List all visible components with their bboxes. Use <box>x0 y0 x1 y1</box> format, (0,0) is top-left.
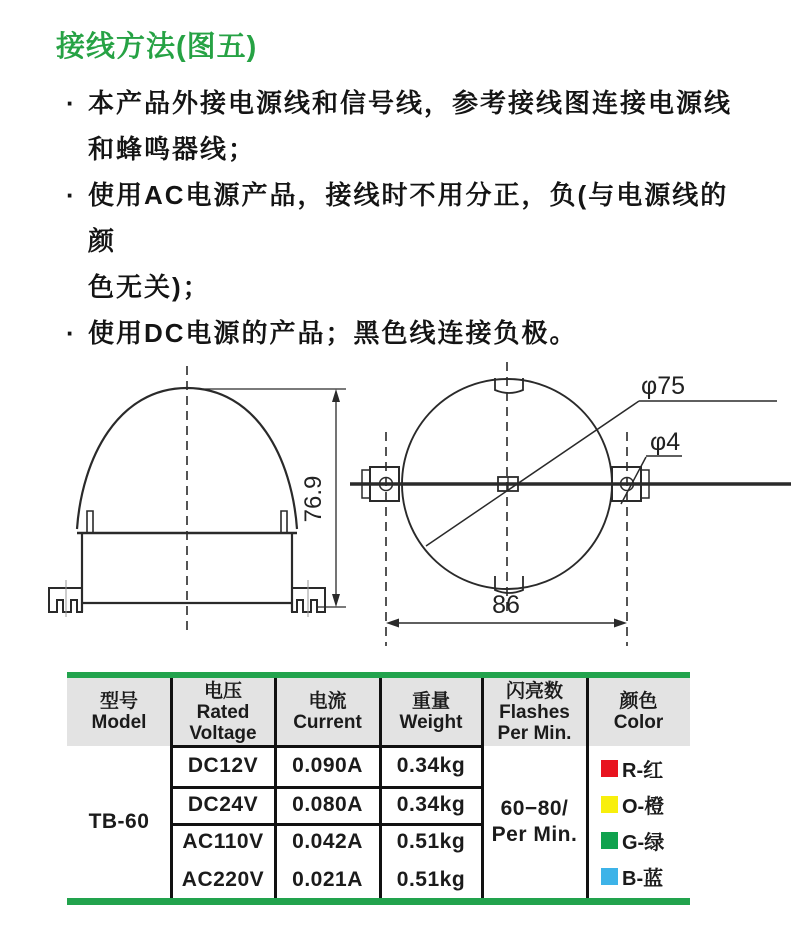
flashes-cell <box>482 746 587 898</box>
color-item <box>601 790 690 819</box>
voltage-cell: AC220V <box>181 867 265 891</box>
table-bottom-bar <box>67 898 690 905</box>
color-label: R-红 <box>622 759 664 782</box>
flashes-line: Per Min. <box>491 823 578 846</box>
bullet-dot: · <box>66 180 77 210</box>
bullet-line: 使用AC电源产品，接线时不用分正，负(与电源线的颜 <box>88 180 729 256</box>
current-cell: 0.021A <box>292 867 363 891</box>
bullet-item <box>66 80 756 172</box>
green-swatch <box>601 832 618 849</box>
arrow-up <box>332 389 340 402</box>
dia4-leader <box>621 456 682 504</box>
diameter-label: φ75 <box>641 372 686 400</box>
header-current <box>275 678 380 746</box>
color-item <box>601 826 690 855</box>
header-en: Model <box>91 712 147 733</box>
header-en: Color <box>613 712 664 733</box>
voltage-cell: AC110V <box>182 830 264 853</box>
bullet-item <box>66 172 756 310</box>
arrow-right <box>614 619 627 628</box>
header-zh: 闪亮数 <box>505 680 563 702</box>
weight-cell: 0.51kg <box>396 867 466 891</box>
current-cell: 0.080A <box>292 792 363 816</box>
spec-table <box>67 672 690 905</box>
page-title: 接线方法(图五) <box>56 31 258 63</box>
header-color <box>587 678 690 746</box>
header-weight <box>380 678 482 746</box>
orange-swatch <box>601 796 618 813</box>
color-label: B-蓝 <box>622 867 664 890</box>
bullet-line: 色无关)； <box>88 272 211 302</box>
hole-label: φ4 <box>650 428 681 456</box>
body-sides <box>82 534 292 612</box>
width-dimension-label: 86 <box>492 591 520 619</box>
bullet-list <box>66 80 756 356</box>
right-tab <box>281 511 287 532</box>
current-cell: 0.090A <box>292 754 363 777</box>
header-en: Rated Voltage <box>189 701 257 744</box>
header-zh: 型号 <box>99 691 138 712</box>
header-en: Flashes Per Min. <box>497 701 572 744</box>
height-dimension-label: 76.9 <box>300 475 327 523</box>
header-flashes <box>482 678 587 746</box>
bullet-line: 和蜂鸣器线； <box>88 134 257 164</box>
red-swatch <box>601 760 618 777</box>
color-item <box>601 754 690 783</box>
color-label: O-橙 <box>622 795 665 818</box>
header-en: Weight <box>399 712 463 733</box>
weight-cell: 0.34kg <box>396 754 466 777</box>
side-view-drawing <box>30 355 360 660</box>
header-en: Current <box>293 712 362 733</box>
header-voltage <box>171 678 275 746</box>
left-tab <box>87 511 93 532</box>
model-cell: TB-60 <box>88 810 150 833</box>
header-zh: 电压 <box>203 680 242 702</box>
header-zh: 重量 <box>411 691 450 712</box>
header-zh: 电流 <box>308 691 347 712</box>
current-cell: 0.042A <box>292 830 363 853</box>
color-legend <box>587 746 690 898</box>
blue-swatch <box>601 868 618 885</box>
arrow-down <box>332 594 340 607</box>
arrow-left <box>386 619 399 628</box>
header-zh: 颜色 <box>619 691 658 712</box>
weight-cell: 0.34kg <box>396 792 466 816</box>
bullet-dot: · <box>66 318 77 348</box>
bullet-line: 使用DC电源的产品；黑色线连接负极。 <box>88 318 578 348</box>
color-item <box>601 862 690 891</box>
dia75-leader <box>426 401 777 546</box>
top-view-drawing <box>345 355 800 660</box>
voltage-cell: DC24V <box>187 792 259 816</box>
color-label: G-绿 <box>622 831 665 854</box>
flashes-line: 60−80/ <box>500 797 569 820</box>
weight-cell: 0.51kg <box>396 830 466 853</box>
voltage-cell: DC12V <box>187 754 259 777</box>
bullet-line: 本产品外接电源线和信号线，参考接线图连接电源线 <box>88 88 733 118</box>
header-model <box>67 678 171 746</box>
bullet-item <box>66 310 756 356</box>
bullet-dot: · <box>66 88 77 118</box>
